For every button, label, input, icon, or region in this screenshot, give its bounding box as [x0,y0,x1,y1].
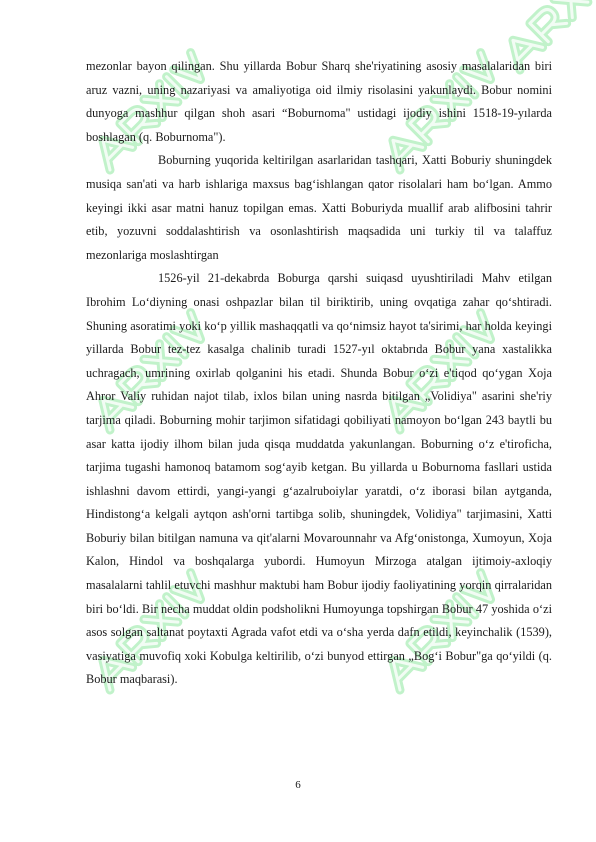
paragraph-1: mezonlar bayon qilingan. Shu yillarda Bobur Sharq she'riyatining asosiy masalalaridan biri aruz vazni, uning nazariyasi va amaliyotiga oid ilmiy risolasini yakunlaydi. Bobur nomini dunyoga mashhur qilgan shoh asari “Boburnoma" ustidagi ijodiy ishini 1518-19-yılarda boshlagan (q. Boburnoma"). [86,59,552,144]
body-text [86,55,552,692]
paragraph-2: Boburning yuqorida keltirilgan asarlaridan tashqari, Xatti Boburiy shuningdek musiqa san'ati va harb ishlariga maxsus bag‘ishlangan qator risolalari ham bo‘lgan. Ammo keyingi ikki asar matni hanuz topilgan emas. Xatti Boburiyda muallif arab alifbosini tahrir etib, yozuvni soddalashtirish va osonlashtirish maqsadida uni turkiy til va talaffuz mezonlariga moslashtirgan [86,153,552,262]
page-number: 6 [295,779,301,791]
paragraph-3: 1526-yil 21-dekabrda Boburga qarshi suiqasd uyushtiriladi Mahv etilgan Ibrohim Lo‘diyning onasi oshpazlar bilan til biriktirib, uning ovqatiga zahar qo‘shtiradi. Shuning asoratimi yoki ko‘p yillik mashaqqatli va qo‘nimsiz hayot ta'sirimi, har holda keyingi yillarda Bobur tez-tez kasalga chalinib turadi 1527-yıl oktabrıda Bobur yana xastalikka uchragach, umrining oxirlab qolganini his etadi. Shunda Bobur o‘zi e'tiqod qo‘ygan Xoja Ahror Valiy ruhidan najot tilab, ixlos bilan uning nasrda bitilgan „Volidiya" asarini she'riy tarjima qiladi. Boburning mohir tarjimon sifatidagi qobiliyati namoyon bo‘lgan 243 baytli bu asar katta ijodiy ilhom bilan juda qisqa muddatda yakunlangan. Boburning o‘z e'tiroficha, tarjima tugashi hamonoq batamom sog‘ayib ketgan. Bu yillarda u Boburnoma fasllari ustida ishlashni davom ettirdi, yangi-yangi g‘azalruboiylar yaratdi, o‘z iborasi bilan aytganda, Hindistong‘a kelgali aytqon ash'orni tartibga solib, shuningdek, Volidiya" tarjimasini, Xatti Boburiy bilan bitilgan namuna va qit'alarni Movarounnahr va Afg‘onistonga, Xumoyun, Xoja Kalon, Hindol va boshqalarga yubordi. Humoyun Mirzoga atalgan ijtimoiy-axloqiy masalalarni tahlil etuvchi mashhur maktubi ham Bobur ijodiy faoliyatining yorqin qirralaridan biri bo‘ldi. Bir necha muddat oldin podsholikni Humoyunga topshirgan Bobur 47 yoshida o‘zi asos solgan saltanat poytaxti Agrada vafot etdi va o‘sha yerda dafn etildi, keyinchalik (1539), vasiyatiga muvofiq xoki Kobulga keltirilib, o‘zi bunyod ettirgan „Bog‘i Bobur"ga qo‘yildi (q. Bobur maqbarasi). [86,271,552,687]
